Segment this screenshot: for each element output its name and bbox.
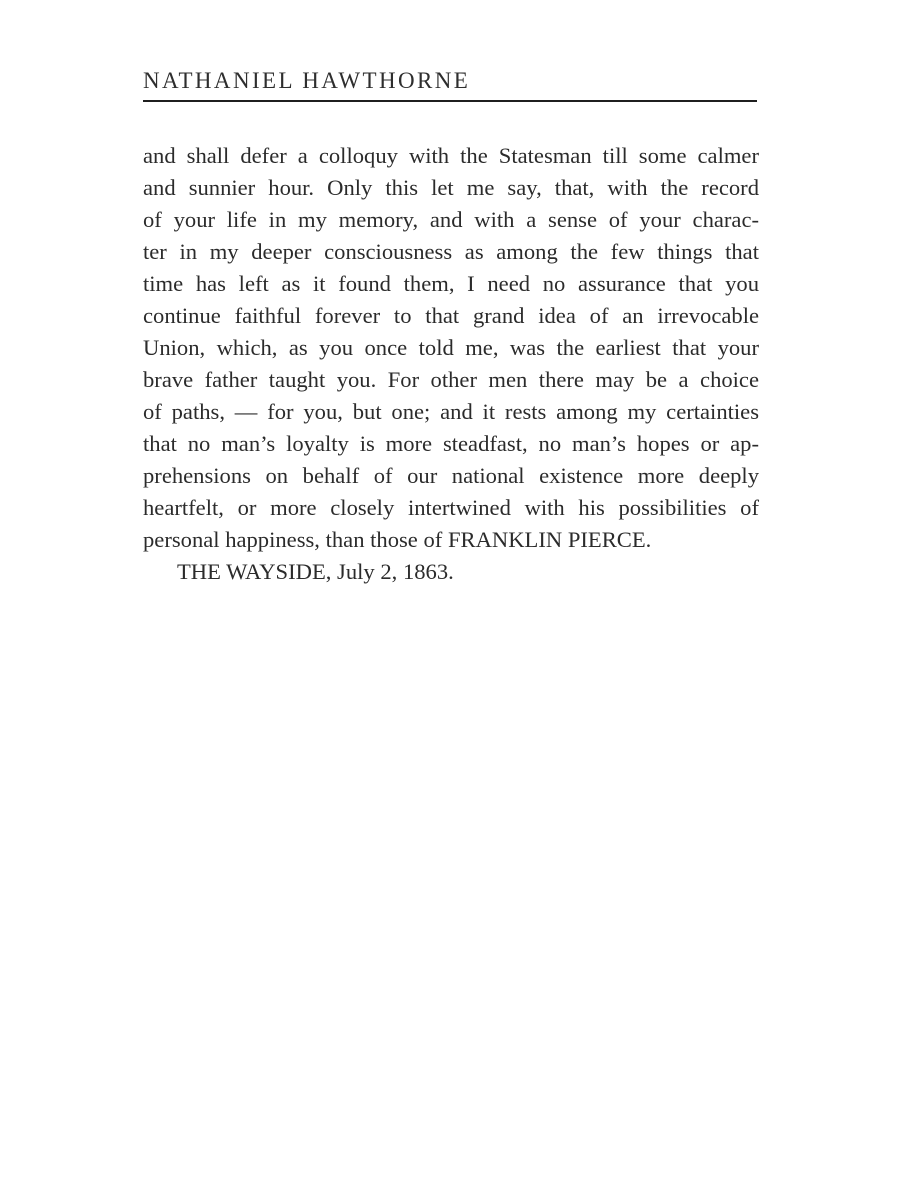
- text-line: of your life in my memory, and with a sense of your charac-: [143, 207, 759, 232]
- text-line: heartfelt, or more closely intertwined with his possibilities of: [143, 495, 759, 520]
- text-line: continue faithful forever to that grand idea of an irrevocable: [143, 303, 759, 328]
- text-line: Union, which, as you once told me, was the earliest that your: [143, 335, 759, 360]
- running-head: NATHANIEL HAWTHORNE: [143, 68, 471, 93]
- book-page: [143, 0, 759, 1200]
- body-paragraph: [143, 140, 759, 588]
- text-line: that no man’s loyalty is more steadfast, no man’s hopes or ap-: [143, 431, 759, 456]
- text-line: ter in my deeper consciousness as among the few things that: [143, 239, 759, 264]
- text-line: of paths, — for you, but one; and it rests among my certainties: [143, 399, 759, 424]
- text-line: personal happiness, than those of FRANKLIN PIERCE.: [143, 527, 652, 552]
- text-line: brave father taught you. For other men there may be a choice: [143, 367, 759, 392]
- dateline: THE WAYSIDE, July 2, 1863.: [177, 559, 454, 584]
- header-rule: [143, 100, 757, 102]
- text-line: prehensions on behalf of our national existence more deeply: [143, 463, 759, 488]
- text-line: and shall defer a colloquy with the Statesman till some calmer: [143, 143, 759, 168]
- text-line: time has left as it found them, I need no assurance that you: [143, 271, 759, 296]
- text-line: and sunnier hour. Only this let me say, that, with the record: [143, 175, 759, 200]
